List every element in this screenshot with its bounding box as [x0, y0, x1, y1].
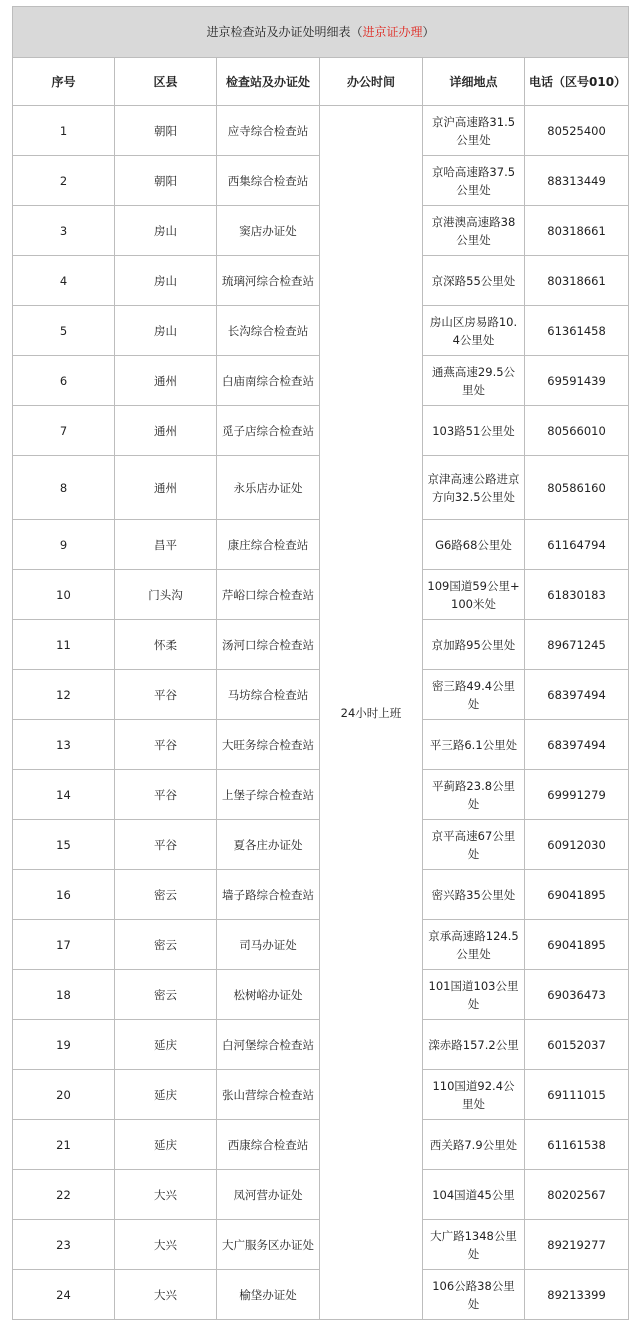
- cell-no: 12: [13, 670, 115, 720]
- cell-no: 22: [13, 1170, 115, 1220]
- cell-phone: 80525400: [525, 106, 629, 156]
- cell-district: 房山: [115, 256, 217, 306]
- cell-station: 墙子路综合检查站: [217, 870, 320, 920]
- cell-district: 延庆: [115, 1120, 217, 1170]
- cell-station: 松树峪办证处: [217, 970, 320, 1020]
- cell-station: 张山营综合检查站: [217, 1070, 320, 1120]
- header-no: 序号: [13, 58, 115, 106]
- cell-station: 榆垡办证处: [217, 1270, 320, 1320]
- cell-address: 104国道45公里: [423, 1170, 525, 1220]
- cell-phone: 88313449: [525, 156, 629, 206]
- cell-address: 京港澳高速路38公里处: [423, 206, 525, 256]
- cell-district: 平谷: [115, 820, 217, 870]
- cell-no: 21: [13, 1120, 115, 1170]
- cell-office-hours: 24小时上班: [320, 106, 423, 1320]
- cell-no: 3: [13, 206, 115, 256]
- cell-district: 怀柔: [115, 620, 217, 670]
- cell-no: 9: [13, 520, 115, 570]
- cell-no: 24: [13, 1270, 115, 1320]
- table-row: [13, 106, 629, 156]
- cell-station: 应寺综合检查站: [217, 106, 320, 156]
- cell-district: 延庆: [115, 1020, 217, 1070]
- cell-station: 夏各庄办证处: [217, 820, 320, 870]
- cell-phone: 60912030: [525, 820, 629, 870]
- cell-phone: 69991279: [525, 770, 629, 820]
- cell-phone: 69041895: [525, 870, 629, 920]
- cell-no: 2: [13, 156, 115, 206]
- cell-phone: 69036473: [525, 970, 629, 1020]
- cell-address: 密三路49.4公里处: [423, 670, 525, 720]
- header-station: 检查站及办证处: [217, 58, 320, 106]
- cell-address: 京平高速67公里处: [423, 820, 525, 870]
- header-address: 详细地点: [423, 58, 525, 106]
- cell-no: 11: [13, 620, 115, 670]
- cell-address: G6路68公里处: [423, 520, 525, 570]
- cell-no: 23: [13, 1220, 115, 1270]
- cell-address: 密兴路35公里处: [423, 870, 525, 920]
- cell-district: 房山: [115, 206, 217, 256]
- checkpoint-table: [12, 6, 629, 1320]
- cell-no: 5: [13, 306, 115, 356]
- cell-address: 京沪高速路31.5公里处: [423, 106, 525, 156]
- cell-station: 汤河口综合检查站: [217, 620, 320, 670]
- cell-no: 20: [13, 1070, 115, 1120]
- cell-station: 芹峪口综合检查站: [217, 570, 320, 620]
- cell-district: 朝阳: [115, 156, 217, 206]
- cell-station: 康庄综合检查站: [217, 520, 320, 570]
- cell-address: 106公路38公里处: [423, 1270, 525, 1320]
- cell-address: 109国道59公里+100米处: [423, 570, 525, 620]
- cell-address: 京津高速公路进京方向32.5公里处: [423, 456, 525, 520]
- cell-station: 司马办证处: [217, 920, 320, 970]
- cell-phone: 61161538: [525, 1120, 629, 1170]
- cell-district: 通州: [115, 456, 217, 520]
- table-title-row: [13, 7, 629, 58]
- cell-address: 110国道92.4公里处: [423, 1070, 525, 1120]
- cell-phone: 80318661: [525, 206, 629, 256]
- cell-district: 房山: [115, 306, 217, 356]
- cell-no: 19: [13, 1020, 115, 1070]
- header-phone: 电话（区号010）: [525, 58, 629, 106]
- cell-phone: 89213399: [525, 1270, 629, 1320]
- cell-phone: 61830183: [525, 570, 629, 620]
- cell-phone: 61164794: [525, 520, 629, 570]
- cell-address: 通燕高速29.5公里处: [423, 356, 525, 406]
- cell-phone: 89219277: [525, 1220, 629, 1270]
- cell-district: 昌平: [115, 520, 217, 570]
- title-paren-open: （: [350, 25, 363, 39]
- cell-station: 长沟综合检查站: [217, 306, 320, 356]
- cell-district: 朝阳: [115, 106, 217, 156]
- cell-district: 平谷: [115, 720, 217, 770]
- cell-station: 琉璃河综合检查站: [217, 256, 320, 306]
- cell-station: 上堡子综合检查站: [217, 770, 320, 820]
- cell-district: 大兴: [115, 1220, 217, 1270]
- cell-station: 大旺务综合检查站: [217, 720, 320, 770]
- cell-station: 白庙南综合检查站: [217, 356, 320, 406]
- cell-no: 13: [13, 720, 115, 770]
- cell-no: 15: [13, 820, 115, 870]
- cell-district: 大兴: [115, 1270, 217, 1320]
- table-title-main: 进京检查站及办证处明细表: [206, 25, 351, 39]
- cell-phone: 68397494: [525, 720, 629, 770]
- cell-address: 103路51公里处: [423, 406, 525, 456]
- cell-district: 平谷: [115, 770, 217, 820]
- cell-address: 京加路95公里处: [423, 620, 525, 670]
- cell-no: 14: [13, 770, 115, 820]
- cell-no: 7: [13, 406, 115, 456]
- cell-phone: 80566010: [525, 406, 629, 456]
- cell-address: 京承高速路124.5公里处: [423, 920, 525, 970]
- cell-phone: 89671245: [525, 620, 629, 670]
- header-district: 区县: [115, 58, 217, 106]
- cell-no: 4: [13, 256, 115, 306]
- cell-address: 平蓟路23.8公里处: [423, 770, 525, 820]
- cell-district: 延庆: [115, 1070, 217, 1120]
- cell-address: 西关路7.9公里处: [423, 1120, 525, 1170]
- cell-phone: 80586160: [525, 456, 629, 520]
- title-paren-close: ）: [422, 25, 435, 39]
- cell-station: 白河堡综合检查站: [217, 1020, 320, 1070]
- checkpoint-table-container: [12, 6, 628, 1320]
- cell-district: 通州: [115, 406, 217, 456]
- table-header-row: [13, 58, 629, 106]
- cell-station: 觅子店综合检查站: [217, 406, 320, 456]
- cell-district: 密云: [115, 970, 217, 1020]
- cell-district: 密云: [115, 870, 217, 920]
- cell-phone: 69111015: [525, 1070, 629, 1120]
- header-office-hours: 办公时间: [320, 58, 423, 106]
- cell-station: 大广服务区办证处: [217, 1220, 320, 1270]
- cell-phone: 61361458: [525, 306, 629, 356]
- cell-address: 平三路6.1公里处: [423, 720, 525, 770]
- cell-phone: 80202567: [525, 1170, 629, 1220]
- cell-district: 平谷: [115, 670, 217, 720]
- cell-address: 滦赤路157.2公里: [423, 1020, 525, 1070]
- cell-phone: 60152037: [525, 1020, 629, 1070]
- cell-station: 西集综合检查站: [217, 156, 320, 206]
- cell-district: 密云: [115, 920, 217, 970]
- table-title-highlight: 进京证办理: [362, 25, 423, 39]
- cell-no: 1: [13, 106, 115, 156]
- cell-district: 门头沟: [115, 570, 217, 620]
- cell-station: 凤河营办证处: [217, 1170, 320, 1220]
- cell-station: 西康综合检查站: [217, 1120, 320, 1170]
- cell-phone: 68397494: [525, 670, 629, 720]
- cell-no: 16: [13, 870, 115, 920]
- cell-district: 通州: [115, 356, 217, 406]
- cell-address: 房山区房易路10.4公里处: [423, 306, 525, 356]
- cell-no: 6: [13, 356, 115, 406]
- cell-no: 18: [13, 970, 115, 1020]
- cell-district: 大兴: [115, 1170, 217, 1220]
- cell-address: 101国道103公里处: [423, 970, 525, 1020]
- cell-station: 窦店办证处: [217, 206, 320, 256]
- cell-no: 8: [13, 456, 115, 520]
- cell-station: 永乐店办证处: [217, 456, 320, 520]
- cell-no: 17: [13, 920, 115, 970]
- cell-address: 京哈高速路37.5公里处: [423, 156, 525, 206]
- cell-address: 京深路55公里处: [423, 256, 525, 306]
- cell-address: 大广路1348公里处: [423, 1220, 525, 1270]
- cell-phone: 80318661: [525, 256, 629, 306]
- table-title: [13, 7, 629, 58]
- cell-phone: 69591439: [525, 356, 629, 406]
- cell-phone: 69041895: [525, 920, 629, 970]
- cell-station: 马坊综合检查站: [217, 670, 320, 720]
- cell-no: 10: [13, 570, 115, 620]
